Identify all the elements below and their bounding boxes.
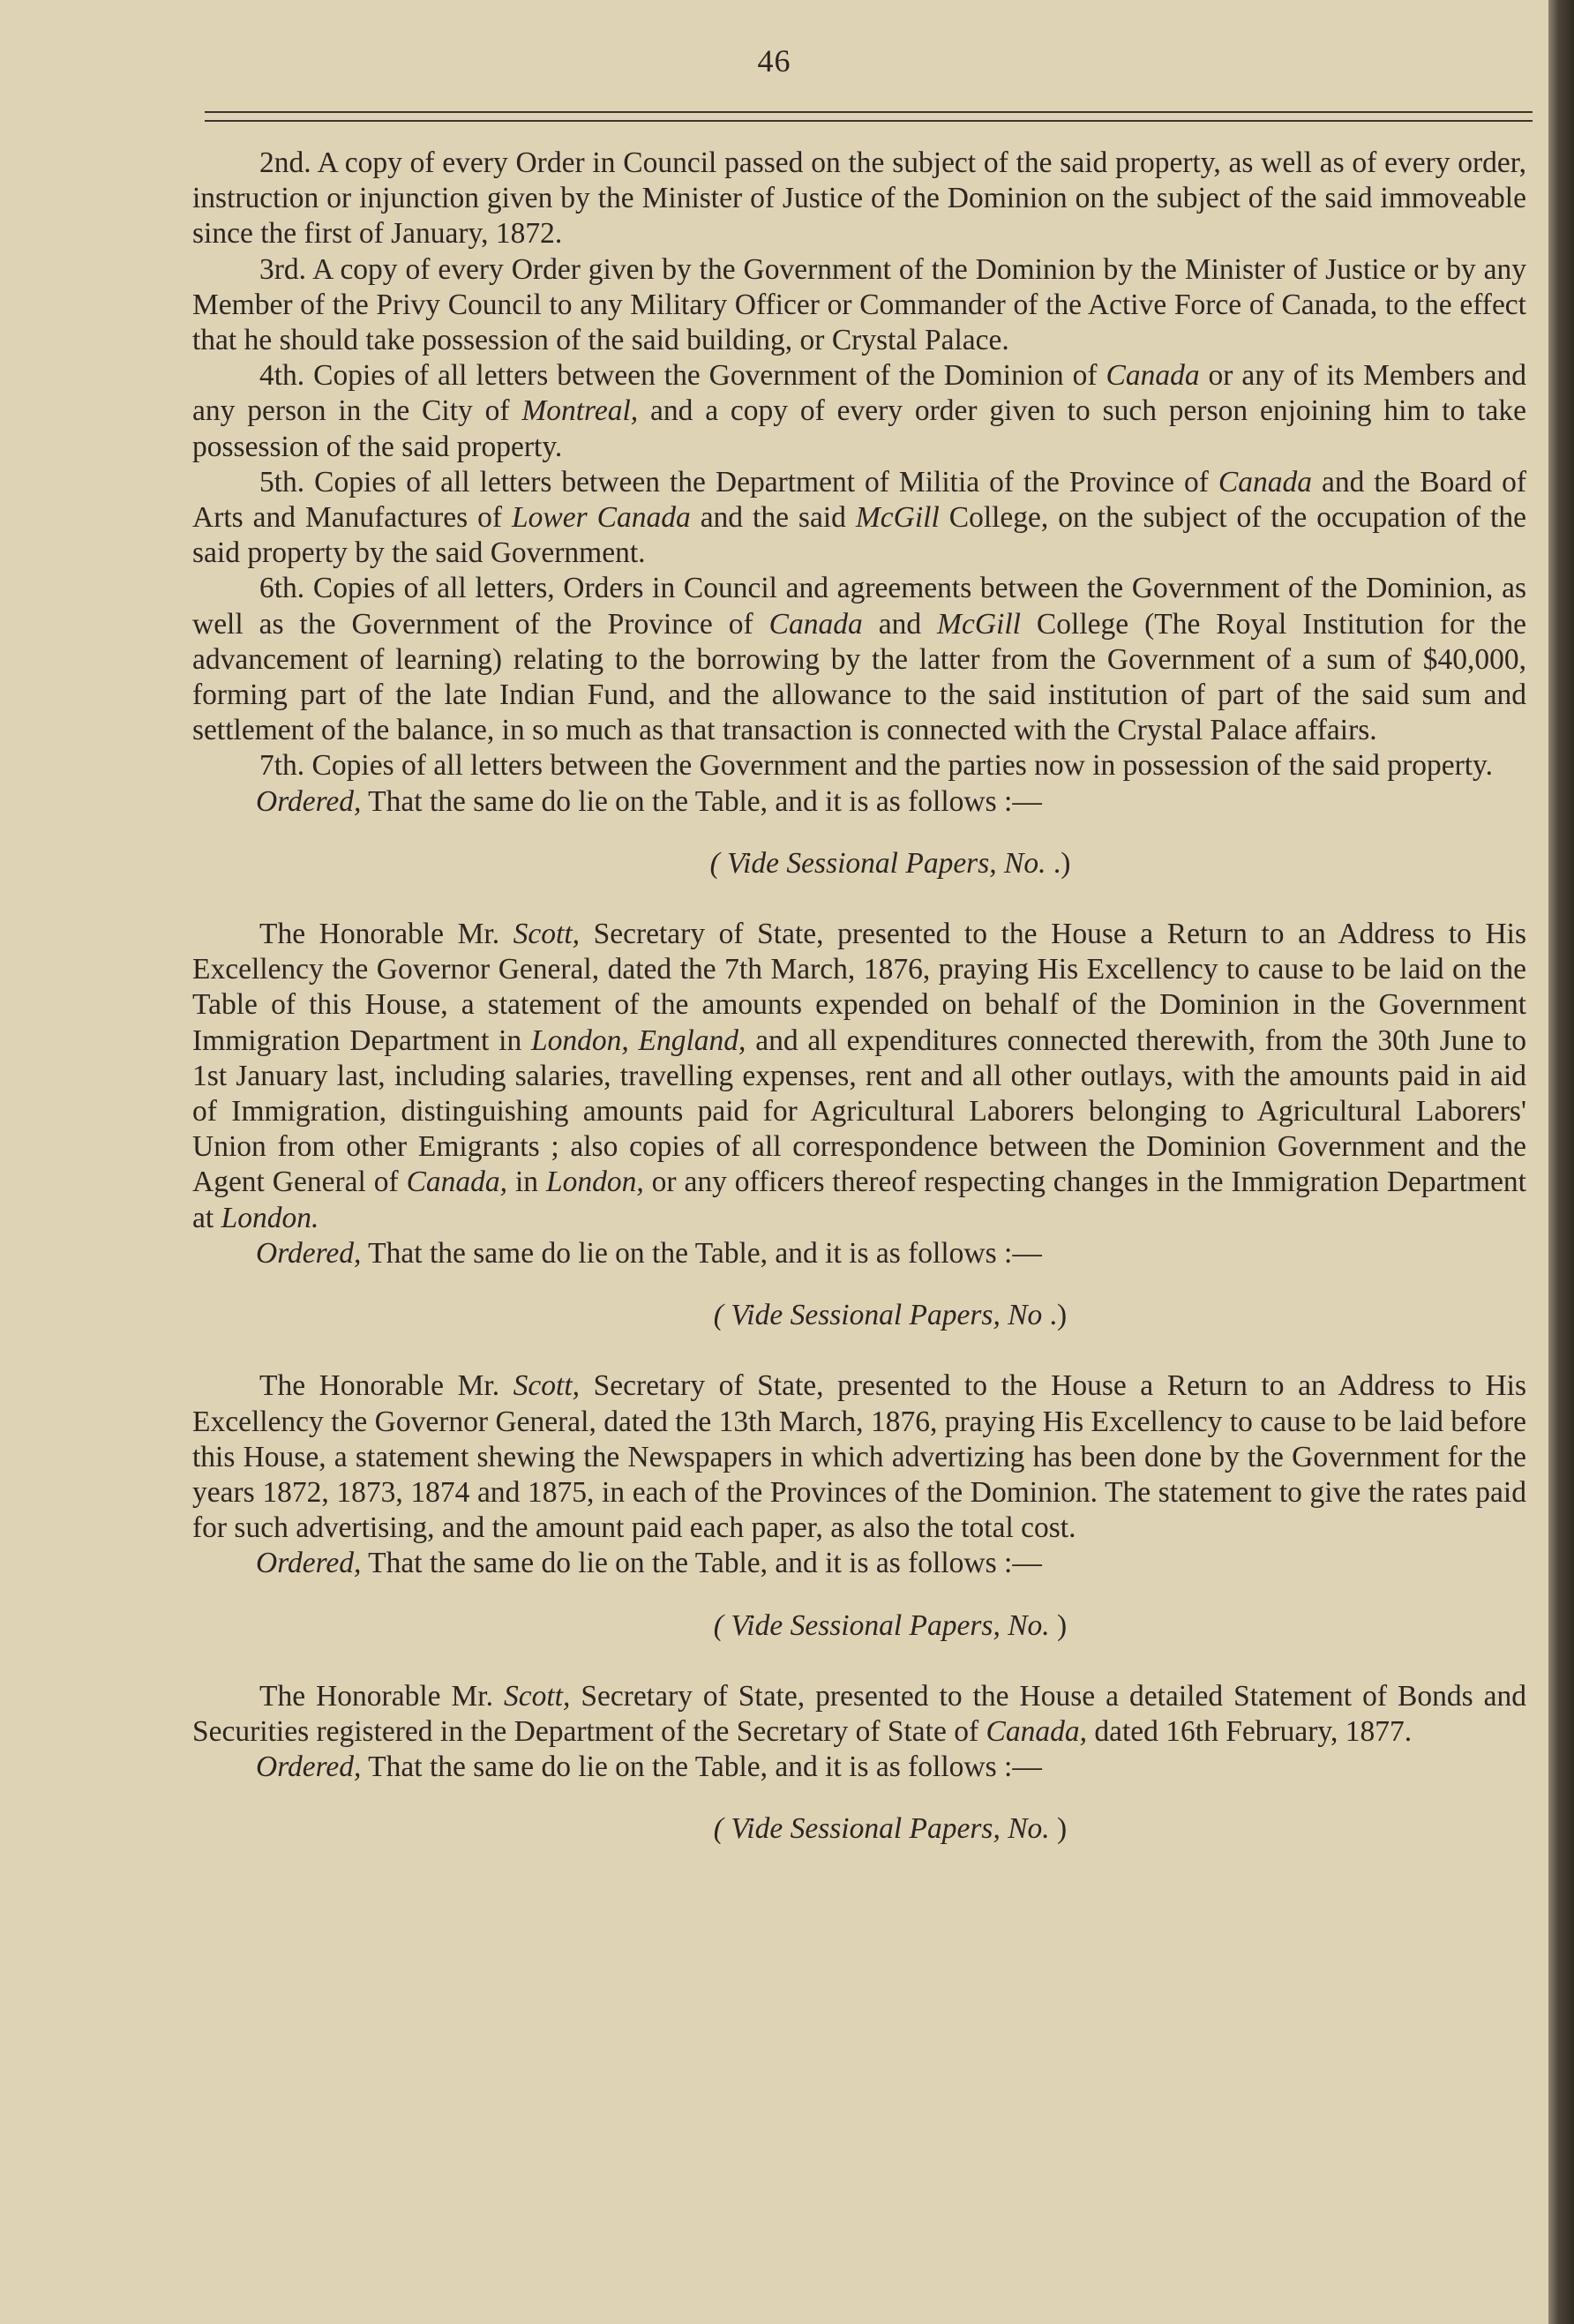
vide-sessional-papers-1: ( Vide Sessional Papers, No. .)	[709, 846, 1071, 880]
page-number: 46	[757, 43, 791, 79]
item-5th: 5th. Copies of all letters between the Department of Militia of the Province of Canada and the Board of Arts and Manufactures of Lower Canada and the said McGill College, on the subject of the occupation of the said property by the said Government.	[192, 465, 1526, 570]
vide-sessional-papers-4: ( Vide Sessional Papers, No. )	[713, 1812, 1068, 1846]
item-2nd: 2nd. A copy of every Order in Council passed on the subject of the said property, as well as of every order, instruction or injunction given by the Minister of Justice of the Dominion on the subject of the said immoveable since the first of January, 1872.	[192, 146, 1526, 251]
ordered-statement-4: Ordered, That the same do lie on the Table, and it is as follows :—	[256, 1750, 1042, 1784]
return-immigration: The Honorable Mr. Scott, Secretary of State, presented to the House a Return to an Address to His Excellency the Governor General, dated the 7th March, 1876, praying His Excellency to cause to be laid on the Table of this House, a statement of the amounts expended on behalf of the Dominion in the Government Immigration Department in London, England, and all expenditures connected therewith, from the 30th June to 1st January last, including salaries, travelling expenses, rent and all other outlays, with the amounts paid in aid of Immigration, distinguishing amounts paid for Agricultural Laborers belonging to Agricultural Laborers' Union from other Emigrants ; also copies of all correspondence between the Dominion Government and the Agent General of Canada, in London, or any officers thereof respecting changes in the Immigration Department at London.	[192, 918, 1526, 1234]
return-newspapers: The Honorable Mr. Scott, Secretary of State, presented to the House a Return to an Address to His Excellency the Governor General, dated the 13th March, 1876, praying His Excellency to cause to be laid before this House, a statement shewing the Newspapers in which advertizing has been done by the Government for the years 1872, 1873, 1874 and 1875, in each of the Provinces of the Dominion. The statement to give the rates paid for such advertising, and the amount paid each paper, as also the total cost.	[192, 1369, 1526, 1545]
ordered-statement-2: Ordered, That the same do lie on the Table, and it is as follows :—	[256, 1236, 1042, 1270]
ordered-statement-3: Ordered, That the same do lie on the Table, and it is as follows :—	[256, 1547, 1042, 1580]
page-binding-edge	[1548, 0, 1574, 2324]
item-4th: 4th. Copies of all letters between the Government of the Dominion of Canada or any of its Members and any person in the City of Montreal, and a copy of every order given to such person enjoining him to take possession of the said property.	[192, 359, 1527, 463]
item-3rd: 3rd. A copy of every Order given by the Government of the Dominion by the Minister of Justice or by any Member of the Privy Council to any Military Officer or Commander of the Active Force of Canada, to the effect that he should take possession of the said building, or Crystal Palace.	[192, 252, 1526, 357]
statement-bonds: The Honorable Mr. Scott, Secretary of State, presented to the House a detailed Statement of Bonds and Securities registered in the Department of the Secretary of State of Canada, dated 16th February, 1877.	[192, 1679, 1526, 1748]
item-7th: 7th. Copies of all letters between the Government and the parties now in possession of the said property.	[259, 749, 1493, 783]
vide-sessional-papers-3: ( Vide Sessional Papers, No. )	[713, 1608, 1068, 1642]
ordered-statement-1: Ordered, That the same do lie on the Table, and it is as follows :—	[256, 784, 1042, 818]
document-body	[192, 146, 1526, 1883]
item-6th: 6th. Copies of all letters, Orders in Council and agreements between the Government of the Dominion, as well as the Government of the Province of Canada and McGill College (The Royal Institution for the advancement of learning) relating to the borrowing by the latter from the Government of a sum of $40,000, forming part of the late Indian Fund, and the allowance to the said institution of part of the said sum and settlement of the balance, in so much as that transaction is connected with the Crystal Palace affairs.	[192, 572, 1526, 747]
vide-sessional-papers-2: ( Vide Sessional Papers, No .)	[713, 1299, 1068, 1332]
header-rule-double	[205, 120, 1533, 122]
header-rule	[205, 111, 1533, 113]
